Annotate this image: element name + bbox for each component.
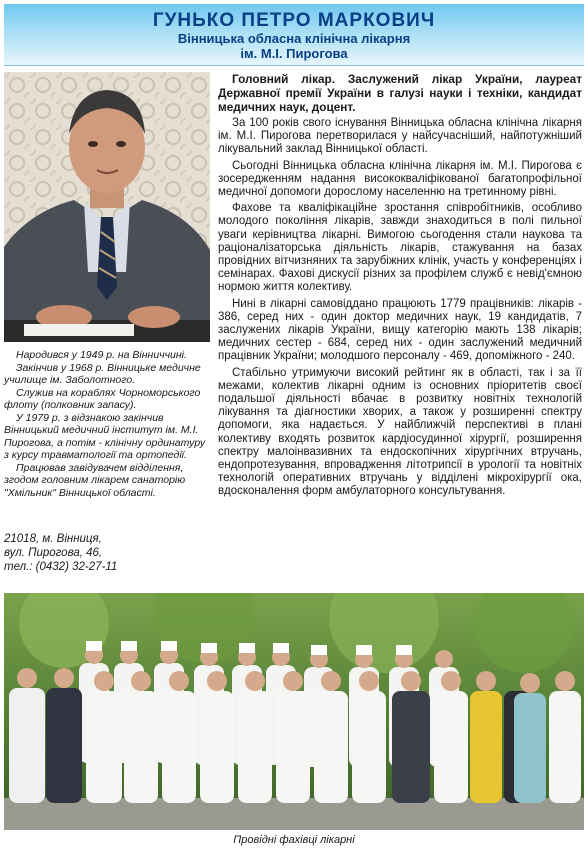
biography: [4, 349, 210, 499]
portrait-illustration: [4, 72, 210, 342]
article-paragraph: Сьогодні Вінницька обласна клінічна лікарня ім. М.І. Пирогова є зосередженням надання висококваліфікованої багатопрофільної медичної допомоги дорослому населенню на третинному рівні.: [218, 159, 582, 199]
lead-paragraph: Головний лікар. Заслужений лікар України, лауреат Державної премії України в галузі науки і техніки, кандидат медичних наук, доцент.: [218, 72, 582, 114]
article-paragraph: За 100 років свого існування Вінницька обласна клінічна лікарня ім. М.І. Пирогова перетворилася у найсучасніший, найпотужніший лікувальний заклад Вінницької області.: [218, 117, 582, 156]
photo-caption: Провідні фахівці лікарні: [233, 834, 355, 846]
bio-line: У 1979 р. з відзнакою закінчив Вінницький медичний інститут ім. М.І. Пирогова, а потім - клінічну ординатуру з курсу травматології та ортопедії.: [4, 411, 206, 461]
person-name: ГУНЬКО ПЕТРО МАРКОВИЧ: [152, 10, 436, 31]
portrait-photo: [4, 72, 210, 342]
bio-line: Служив на кораблях Чорноморського флоту (полковник запасу).: [4, 386, 201, 411]
address-block: [4, 532, 210, 574]
header-banner: [4, 4, 584, 66]
article-paragraph: Стабільно утримуючи високий рейтинг як в області, так і за її межами, колектив лікарні одним із основних пріоритетів своєї подальшої діяльності вбачає в розвитку новітніх технологій лікування та діагностики хворих, а також у розширенні спектру допомоги, яка надається. У найближчій перспективі в плані колективу входять розвиток кардіосудинної хірургії, розширення спектру малоінвазивних та ендоскопічних хірургічних втручань, ендопротезування, впровадження літотрипсії в урології та новітніх технологій оперативних втручань у відділені мікрохірургії ока, вдосконалення форм амбулаторного консультування.: [218, 366, 582, 498]
address-postal: 21018, м. Вінниця,: [4, 533, 102, 545]
group-photo: [4, 593, 584, 830]
article-paragraph: Фахове та кваліфікаційне зростання співробітників, особливо молодого покоління лікарів, завжди знаходиться в полі пильної уваги керівництва лікарні. Вимогою сьогодення стали наукова та раціоналізаторська діяльність лікарів, стажування на базах провідних вітчизняних та зарубіжних клінік, участь у конференціях і семінарах. Фахові дискусії різних за профілем служб є невід'ємною нормою життя колективу.: [218, 202, 582, 294]
article-paragraph: Нині в лікарні самовіддано працюють 1779 працівників: лікарів - 386, серед них - один доктор медичних наук, 19 кандидатів, 7 заслужених лікарів України, вищу категорію мають 138 лікарів; медичних сестер - 684, серед них - один заслужений медичний працівник України; молодшого персоналу - 469, допоміжного - 240.: [218, 297, 582, 363]
hospital-named-after: ім. М.І. Пирогова: [240, 46, 348, 61]
address-street: вул. Пирогова, 46,: [4, 547, 103, 559]
group-photo-illustration: [4, 593, 584, 830]
address-phone: тел.: (0432) 32-27-11: [4, 561, 118, 573]
hospital-name: Вінницька обласна клінічна лікарня: [177, 31, 411, 46]
article-body: [218, 72, 582, 502]
bio-line: Народився у 1949 р. на Вінниччині.: [16, 349, 187, 361]
bio-line: Працював завідувачем відділення, згодом головним лікарем санаторію "Хмільник" Вінницької області.: [4, 461, 186, 499]
bio-line: Закінчив у 1968 р. Вінницьке медичне училище ім. Заболотного.: [4, 361, 201, 386]
